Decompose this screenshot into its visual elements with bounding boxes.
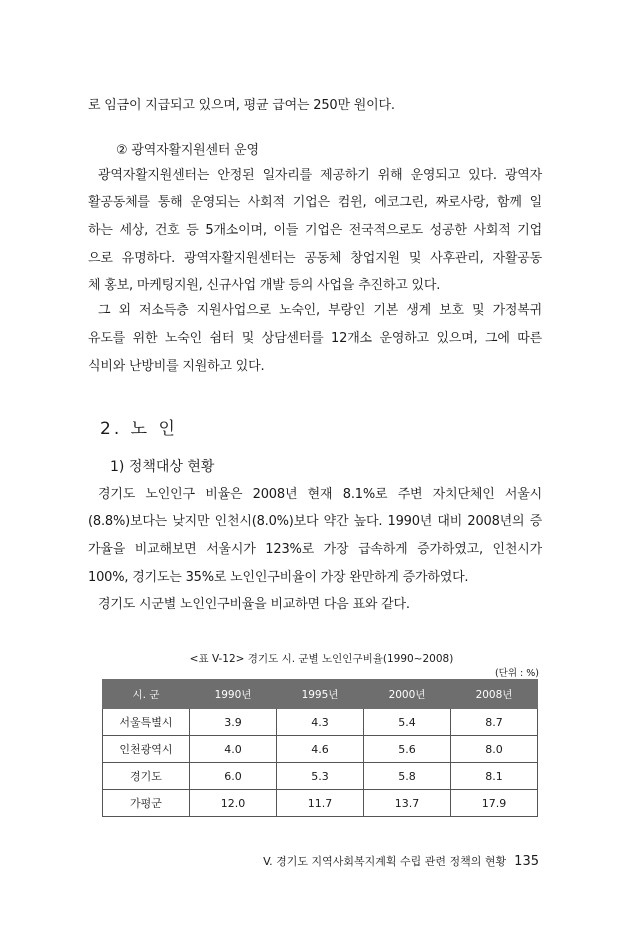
value-cell: 4.0	[190, 736, 277, 763]
value-cell: 13.7	[364, 790, 451, 817]
body-text-line: 로 임금이 지급되고 있으며, 평균 급여는 250만 원이다.	[88, 98, 395, 113]
chapter-title: V. 경기도 지역사회복지계획 수립 관련 정책의 현황	[263, 855, 507, 868]
table-caption: <표 V-12> 경기도 시. 군별 노인인구비율(1990~2008)	[189, 653, 454, 665]
subsection-heading: 1) 정책대상 현황	[110, 459, 215, 475]
table-row	[103, 790, 538, 817]
header-cell: 시. 군	[103, 680, 190, 709]
table-unit: (단위 : %)	[494, 668, 539, 679]
value-cell: 11.7	[277, 790, 364, 817]
region-cell: 경기도	[103, 763, 190, 790]
body-text-line: 유도를 위한 노숙인 쉼터 및 상담센터를 12개소 운영하고 있으며, 그에 따른	[88, 331, 542, 346]
region-cell: 서울특별시	[103, 709, 190, 736]
header-cell: 2008년	[451, 680, 538, 709]
table-header-row	[103, 680, 538, 709]
body-text-line: 체 홍보, 마케팅지원, 신규사업 개발 등의 사업을 추진하고 있다.	[88, 278, 441, 293]
header-cell: 1995년	[277, 680, 364, 709]
page-footer	[263, 853, 539, 869]
region-cell: 인천광역시	[103, 736, 190, 763]
body-text-line: (8.8%)보다는 낮지만 인천시(8.0%)보다 약간 높다. 1990년 대비 2008년의 증	[88, 514, 542, 529]
value-cell: 5.4	[364, 709, 451, 736]
value-cell: 5.3	[277, 763, 364, 790]
body-text-line: 100%, 경기도는 35%로 노인인구비율이 가장 완만하게 증가하였다.	[88, 570, 469, 585]
value-cell: 8.0	[451, 736, 538, 763]
page-number: 135	[514, 854, 539, 869]
body-text-line: 활공동체를 통해 운영되는 사회적 기업은 컴윈, 에코그린, 짜로사랑, 함께 일	[88, 195, 542, 210]
value-cell: 3.9	[190, 709, 277, 736]
value-cell: 4.6	[277, 736, 364, 763]
body-text-line: 으로 유명하다. 광역자활지원센터는 공동체 창업지원 및 사후관리, 자활공동	[88, 251, 542, 266]
body-text-line: 가율을 비교해보면 서울시가 123%로 가장 급속하게 증가하였고, 인천시가	[88, 542, 542, 557]
table-row	[103, 709, 538, 736]
subheading: ② 광역자활지원센터 운영	[116, 143, 259, 158]
table-row	[103, 763, 538, 790]
value-cell: 6.0	[190, 763, 277, 790]
value-cell: 5.6	[364, 736, 451, 763]
body-text-line: 광역자활지원센터는 안정된 일자리를 제공하기 위해 운영되고 있다. 광역자	[98, 168, 542, 183]
section-heading: 2. 노 인	[100, 419, 178, 439]
body-text-line: 경기도 노인인구 비율은 2008년 현재 8.1%로 주변 자치단체인 서울시	[98, 487, 542, 502]
value-cell: 5.8	[364, 763, 451, 790]
table-row	[103, 736, 538, 763]
body-text-line: 하는 세상, 건호 등 5개소이며, 이들 기업은 전국적으로도 성공한 사회적 기업	[88, 223, 542, 238]
value-cell: 17.9	[451, 790, 538, 817]
body-text-line: 그 외 저소득층 지원사업으로 노숙인, 부랑인 기본 생계 보호 및 가정복귀	[98, 303, 542, 318]
value-cell: 12.0	[190, 790, 277, 817]
header-cell: 2000년	[364, 680, 451, 709]
header-cell: 1990년	[190, 680, 277, 709]
region-cell: 가평군	[103, 790, 190, 817]
elderly-population-table	[102, 679, 538, 817]
body-text-line: 경기도 시군별 노인인구비율을 비교하면 다음 표와 같다.	[98, 597, 410, 612]
value-cell: 8.7	[451, 709, 538, 736]
body-text-line: 식비와 난방비를 지원하고 있다.	[88, 359, 265, 374]
value-cell: 4.3	[277, 709, 364, 736]
value-cell: 8.1	[451, 763, 538, 790]
